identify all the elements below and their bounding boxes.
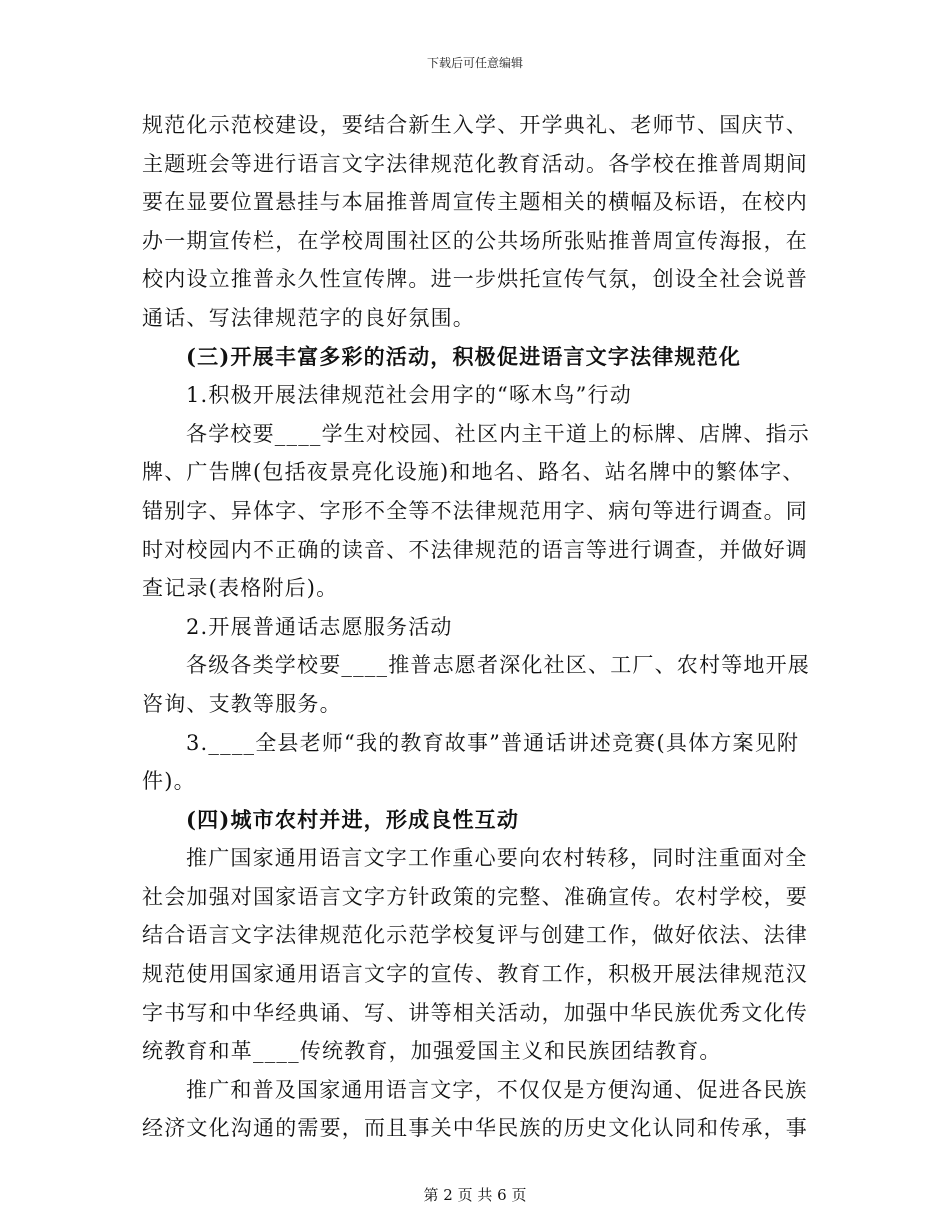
paragraph-line: 规范化示范校建设，要结合新生入学、开学典礼、老师节、国庆节、: [142, 113, 808, 137]
paragraph-line: 通话、写法律规范字的良好氛围。: [142, 305, 475, 330]
page-footer: 第 2 页 共 6 页: [423, 1186, 527, 1204]
paragraph-line: 社会加强对国家语言文字方针政策的完整、准确宣传。农村学校，要: [142, 884, 808, 909]
paragraph-line: 查记录(表格附后)。: [142, 576, 339, 601]
paragraph-line: 规范使用国家通用语言文字的宣传、教育工作，积极开展法律规范汉: [142, 962, 808, 987]
paragraph-line: 件)。: [142, 769, 196, 794]
paragraph-line: 各级各类学校要____推普志愿者深化社区、工厂、农村等地开展: [186, 653, 810, 678]
document-body: [142, 106, 810, 1148]
paragraph-line: 校内设立推普永久性宣传牌。进一步烘托宣传气氛，创设全社会说普: [142, 267, 808, 292]
paragraph-line: 推广和普及国家通用语言文字，不仅仅是方便沟通、促进各民族: [186, 1077, 808, 1102]
paragraph-line: 时对校园内不正确的读音、不法律规范的语言等进行调查，并做好调: [142, 537, 808, 562]
section-heading: (四)城市农村并进，形成良性互动: [186, 806, 520, 832]
paragraph-line: 错别字、异体字、字形不全等不法律规范用字、病句等进行调查。同: [142, 498, 808, 523]
paragraph-line: 3.____全县老师“我的教育故事”普通话讲述竞赛(具体方案见附: [186, 730, 800, 755]
paragraph-line: 1.积极开展法律规范社会用字的“啄木鸟”行动: [186, 383, 632, 408]
paragraph-line: 2.开展普通话志愿服务活动: [186, 614, 453, 639]
paragraph-line: 办一期宣传栏，在学校周围社区的公共场所张贴推普周宣传海报，在: [142, 228, 808, 253]
paragraph-line: 要在显要位置悬挂与本届推普周宣传主题相关的横幅及标语，在校内: [142, 190, 808, 215]
paragraph-line: 主题班会等进行语言文字法律规范化教育活动。各学校在推普周期间: [142, 151, 808, 176]
paragraph-line: 推广国家通用语言文字工作重心要向农村转移，同时注重面对全: [186, 846, 808, 871]
section-heading: (三)开展丰富多彩的活动，积极促进语言文字法律规范化: [186, 343, 742, 369]
paragraph-line: 字书写和中华经典诵、写、讲等相关活动，加强中华民族优秀文化传: [142, 1000, 808, 1025]
paragraph-line: 结合语言文字法律规范化示范学校复评与创建工作，做好依法、法律: [142, 923, 808, 948]
paragraph-line: 统教育和革____传统教育，加强爱国主义和民族团结教育。: [142, 1039, 722, 1064]
paragraph-line: 各学校要____学生对校园、社区内主干道上的标牌、店牌、指示: [186, 421, 810, 446]
paragraph-line: 牌、广告牌(包括夜景亮化设施)和地名、路名、站名牌中的繁体字、: [142, 460, 805, 485]
paragraph-line: 经济文化沟通的需要，而且事关中华民族的历史文化认同和传承，事: [142, 1116, 808, 1141]
page-header: 下载后可任意编辑: [426, 56, 523, 70]
paragraph-line: 咨询、支教等服务。: [142, 691, 342, 716]
